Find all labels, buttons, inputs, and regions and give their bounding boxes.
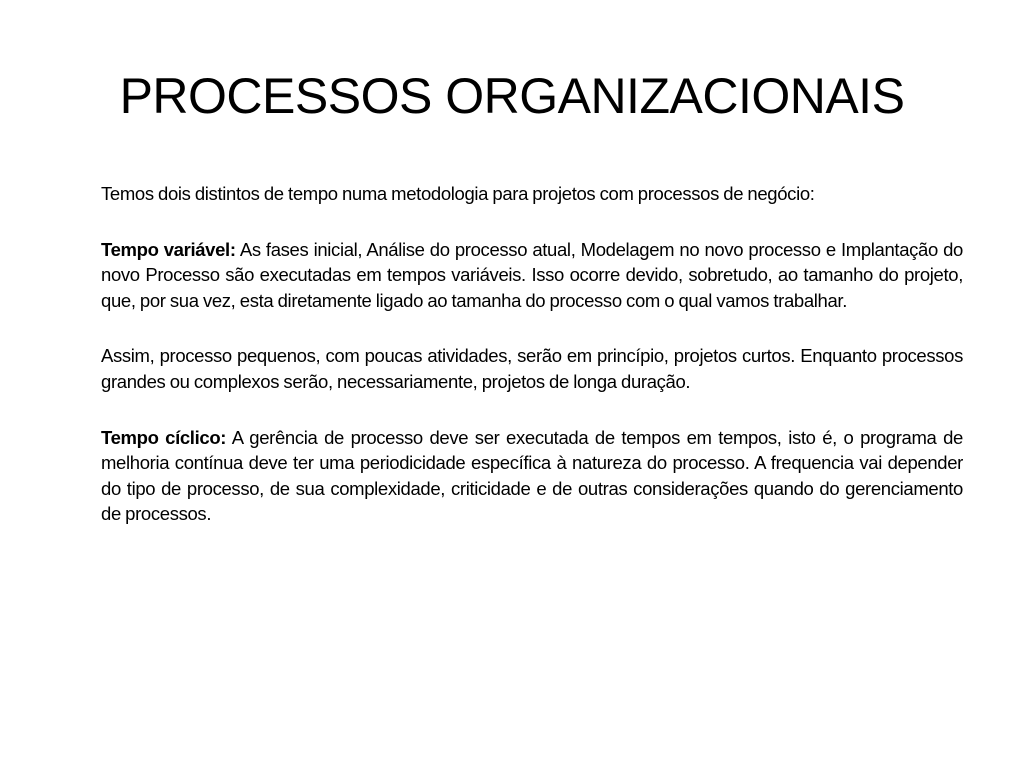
cyclic-time-text: A gerência de processo deve ser executada de tempos em tempos, isto é, o programa de melhoria contínua deve ter uma periodicidade específica à natureza do processo. A frequencia vai depender do tipo de processo, de sua complexidade, criticidade e de outras considerações quando do gerenciamento de processos. xyxy=(101,426,963,525)
intro-paragraph-text: Temos dois distintos de tempo numa metodologia para projetos com processos de negócio: xyxy=(101,183,815,204)
variable-time-term: Tempo variável: xyxy=(101,238,236,260)
slide-body xyxy=(101,181,963,527)
variable-time-text: As fases inicial, Análise do processo atual, Modelagem no novo processo e Implantação do novo Processo são executadas em tempos variáveis. Isso ocorre devido, sobretudo, ao tamanho do projeto, que, por sua vez, esta diretamente ligado ao tamanha do processo com o qual vamos trabalhar. xyxy=(101,238,963,311)
slide-title: PROCESSOS ORGANIZACIONAIS xyxy=(119,68,905,124)
project-size-paragraph xyxy=(101,343,963,394)
intro-paragraph xyxy=(101,181,963,207)
cyclic-time-paragraph xyxy=(101,425,963,527)
cyclic-time-term: Tempo cíclico: xyxy=(101,426,227,448)
project-size-text: Assim, processo pequenos, com poucas atividades, serão em princípio, projetos curtos. Enquanto processos grandes ou complexos serão, necessariamente, projetos de longa duração. xyxy=(101,345,963,392)
variable-time-paragraph xyxy=(101,237,963,314)
